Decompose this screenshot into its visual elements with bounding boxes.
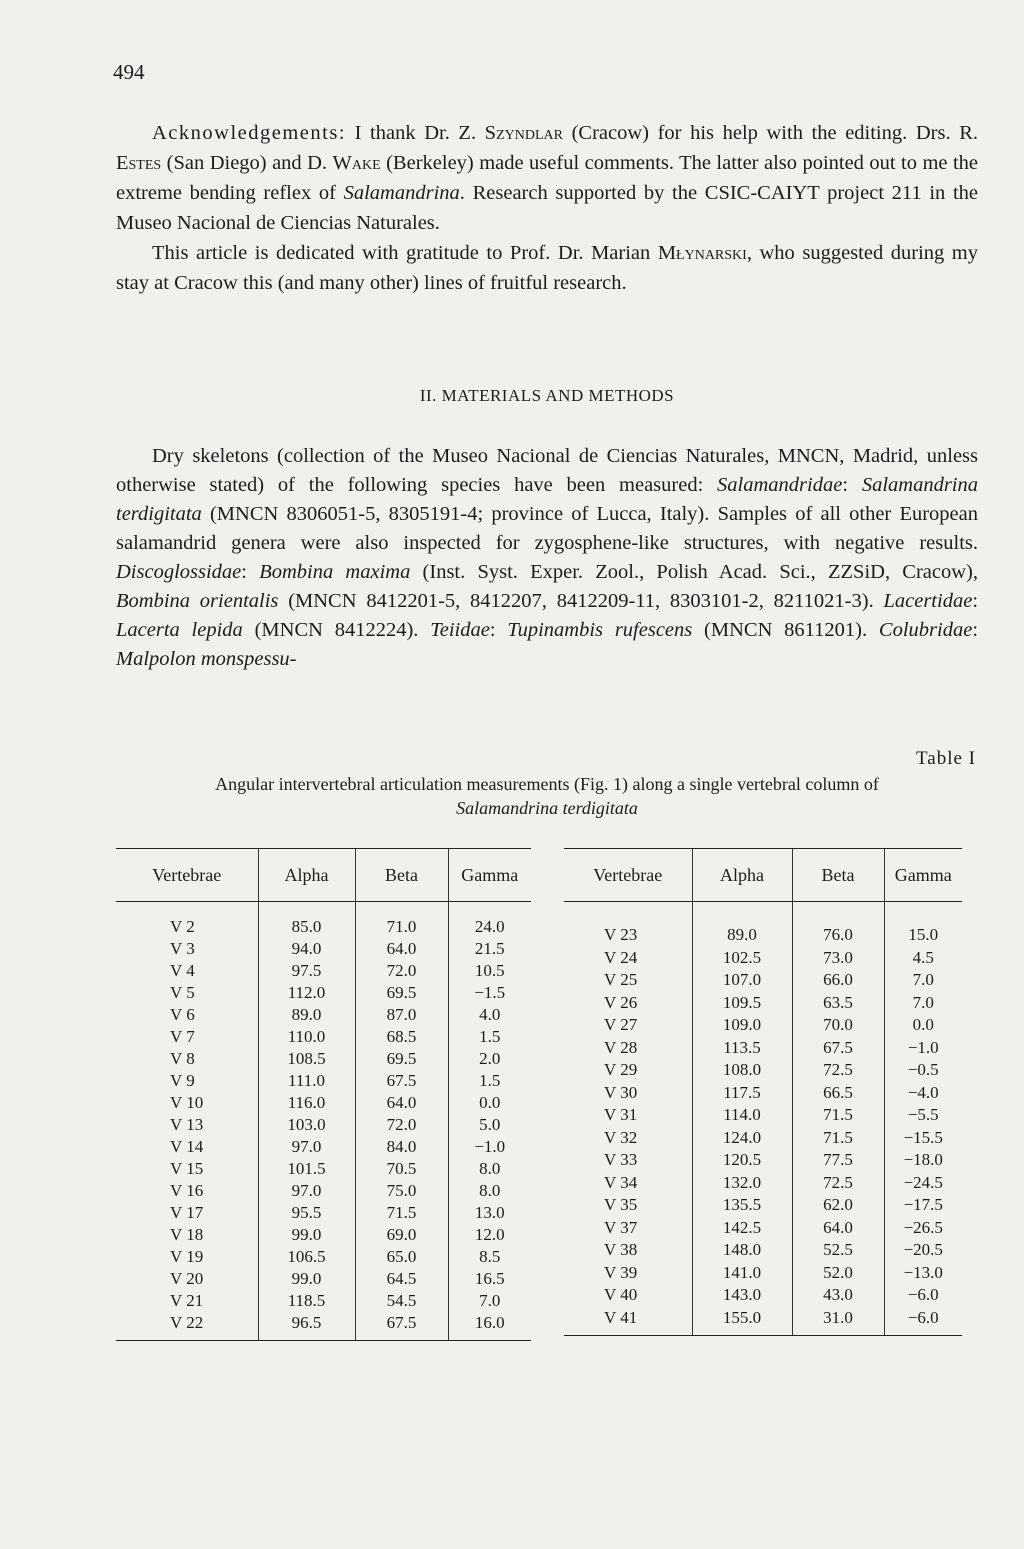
table-cell: 124.0 [692, 1127, 792, 1150]
table-cell: 97.0 [258, 1180, 355, 1202]
table-cell: 109.0 [692, 1014, 792, 1037]
table-cell: 73.0 [792, 947, 884, 970]
table-row [564, 947, 962, 970]
table-cell: 155.0 [692, 1307, 792, 1336]
table-cell: 106.5 [258, 1246, 355, 1268]
table-cell: V 10 [170, 1093, 204, 1112]
acknowledgements [116, 118, 978, 298]
table-cell: 109.5 [692, 992, 792, 1015]
table-cell: 63.5 [792, 992, 884, 1015]
table-cell: 52.5 [792, 1239, 884, 1262]
table-row [564, 1082, 962, 1105]
table-row [564, 1307, 962, 1336]
table-cell: 95.5 [258, 1202, 355, 1224]
table-cell: 118.5 [258, 1290, 355, 1312]
table-cell: −0.5 [884, 1059, 962, 1082]
table-cell: V 23 [604, 925, 638, 945]
table-cell: 141.0 [692, 1262, 792, 1285]
column-header: Alpha [258, 849, 355, 902]
table-cell: V 9 [170, 1071, 195, 1090]
table-cell: 24.0 [448, 902, 531, 939]
table-cell: −1.0 [448, 1136, 531, 1158]
table-cell: 97.0 [258, 1136, 355, 1158]
table-cell: 102.5 [692, 947, 792, 970]
table-cell: 8.0 [448, 1158, 531, 1180]
table-cell: 101.5 [258, 1158, 355, 1180]
table-cell: 64.0 [355, 938, 448, 960]
table-row [116, 1070, 531, 1092]
table-cell: 75.0 [355, 1180, 448, 1202]
table-cell: 94.0 [258, 938, 355, 960]
table-row [116, 1268, 531, 1290]
table-cell: −4.0 [884, 1082, 962, 1105]
table-cell: V 30 [604, 1082, 638, 1102]
table-cell: 31.0 [792, 1307, 884, 1336]
family-name: Lacertidae [883, 590, 973, 612]
table-cell: 97.5 [258, 960, 355, 982]
table-cell: 0.0 [448, 1092, 531, 1114]
table-caption-species: Salamandrina terdigitata [456, 798, 638, 818]
table-cell: 89.0 [258, 1004, 355, 1026]
table-cell: 70.5 [355, 1158, 448, 1180]
table-header-row [116, 849, 531, 902]
table-cell: 1.5 [448, 1026, 531, 1048]
dedication-paragraph: This article is dedicated with gratitude to Prof. Dr. Marian Młynarski, who suggested during my stay at Cracow this (and many other) lines of fruitful research. [116, 242, 978, 294]
table-cell: 64.0 [792, 1217, 884, 1240]
table-cell: V 21 [170, 1291, 204, 1310]
table-cell: 71.5 [792, 1104, 884, 1127]
table-row [116, 1136, 531, 1158]
table-cell: 13.0 [448, 1202, 531, 1224]
family-name: Teiidae [430, 619, 490, 641]
table-cell: −17.5 [884, 1194, 962, 1217]
table-cell: 70.0 [792, 1014, 884, 1037]
table-cell: V 19 [170, 1247, 204, 1266]
table-cell: V 35 [604, 1195, 638, 1215]
table-cell: 71.0 [355, 902, 448, 939]
table-cell: V 17 [170, 1203, 204, 1222]
table-row [116, 982, 531, 1004]
table-row [116, 1312, 531, 1341]
table-row [564, 1217, 962, 1240]
table-cell: V 39 [604, 1262, 638, 1282]
table-cell: 112.0 [258, 982, 355, 1004]
table-cell: 12.0 [448, 1224, 531, 1246]
table-left-body [116, 902, 531, 1341]
table-row [116, 1246, 531, 1268]
table-cell: 16.5 [448, 1268, 531, 1290]
table-cell: 71.5 [792, 1127, 884, 1150]
table-row [564, 1037, 962, 1060]
table-row [116, 1158, 531, 1180]
table-cell: 67.5 [355, 1070, 448, 1092]
species-name: Tupinambis rufescens [507, 619, 693, 641]
table-cell: 8.0 [448, 1180, 531, 1202]
family-name: Discoglossidae [116, 561, 242, 583]
table-cell: V 4 [170, 961, 195, 980]
table-cell: V 25 [604, 970, 638, 990]
table-cell: 76.0 [792, 902, 884, 947]
table-cell: 10.5 [448, 960, 531, 982]
table-cell: V 26 [604, 992, 638, 1012]
table-cell: V 16 [170, 1181, 204, 1200]
species-name: Bombina orientalis [116, 590, 279, 612]
column-header: Beta [355, 849, 448, 902]
table-caption-text: Angular intervertebral articulation measurements (Fig. 1) along a single vertebral column of [215, 774, 879, 794]
column-header: Gamma [448, 849, 531, 902]
table-cell: 71.5 [355, 1202, 448, 1224]
table-cell: 8.5 [448, 1246, 531, 1268]
table-cell: −24.5 [884, 1172, 962, 1195]
table-row [564, 1059, 962, 1082]
table-cell: −13.0 [884, 1262, 962, 1285]
column-header: Vertebrae [116, 849, 258, 902]
table-row [564, 1149, 962, 1172]
table-header-row [564, 849, 962, 902]
table-row [116, 1290, 531, 1312]
table-row [116, 1004, 531, 1026]
table-cell: 99.0 [258, 1268, 355, 1290]
table-cell: 72.5 [792, 1172, 884, 1195]
author-name: Estes [116, 152, 162, 174]
table-left-half [116, 848, 531, 1341]
table-row [564, 1239, 962, 1262]
table-row [564, 1104, 962, 1127]
table-cell: 21.5 [448, 938, 531, 960]
table-cell: 67.5 [355, 1312, 448, 1341]
table-cell: V 22 [116, 1312, 258, 1341]
table-cell: V 41 [564, 1307, 692, 1336]
table-cell: 120.5 [692, 1149, 792, 1172]
table-cell: 2.0 [448, 1048, 531, 1070]
table-cell: 116.0 [258, 1092, 355, 1114]
table-cell: V 14 [170, 1137, 204, 1156]
table-row [116, 1026, 531, 1048]
table-row [116, 1114, 531, 1136]
table-cell: 103.0 [258, 1114, 355, 1136]
methods-text [116, 442, 978, 674]
column-header: Gamma [884, 849, 962, 902]
table-row [564, 992, 962, 1015]
methods-paragraph: Dry skeletons (collection of the Museo Nacional de Ciencias Naturales, MNCN, Madrid, unless otherwise stated) of the following species have been measured: Salamandridae: Salamandrina terdigitata (MNCN 8306051-5, 8305191-4; province of Lucca, Italy). Samples of all other European salamandrid genera were also inspected for zygosphene-like structures, with negative results. Discoglossidae: Bombina maxima (Inst. Syst. Exper. Zool., Polish Acad. Sci., ZZSiD, Cracow), Bombina orientalis (MNCN 8412201-5, 8412207, 8412209-11, 8303101-2, 8211021-3). Lacertidae: Lacerta lepida (MNCN 8412224). Teiidae: Tupinambis rufescens (MNCN 8611201). Colubridae: Malpolon monspessu- [116, 445, 979, 670]
table-cell: 52.0 [792, 1262, 884, 1285]
family-name: Colubridae [878, 619, 973, 641]
species-name: Bombina maxima [259, 561, 411, 583]
table-cell: 43.0 [792, 1284, 884, 1307]
genus-name: Salamandrina [343, 182, 460, 204]
table-cell: −5.5 [884, 1104, 962, 1127]
table-cell: V 8 [170, 1049, 195, 1068]
table-cell: V 40 [604, 1285, 638, 1305]
table-cell: 108.0 [692, 1059, 792, 1082]
table-cell: V 32 [604, 1127, 638, 1147]
acknowledgements-paragraph: Acknowledgements: I thank Dr. Z. Szyndlar (Cracow) for his help with the editing. Drs. R. Estes (San Diego) and D. Wake (Berkeley) made useful comments. The latter also pointed out to me the extreme bending reflex of Salamandrina. Research supported by the CSIC-CAIYT project 211 in the Museo Nacional de Ciencias Naturales. [116, 122, 978, 234]
table-row [116, 1048, 531, 1070]
table-row [116, 1180, 531, 1202]
table-cell: 65.0 [355, 1246, 448, 1268]
table-cell: V 24 [604, 947, 638, 967]
column-header: Vertebrae [564, 849, 692, 902]
table-cell: 67.5 [792, 1037, 884, 1060]
table-cell: 107.0 [692, 969, 792, 992]
table-cell: 142.5 [692, 1217, 792, 1240]
table-cell: 16.0 [448, 1312, 531, 1341]
table-cell: V 31 [604, 1105, 638, 1125]
table-row [564, 1284, 962, 1307]
table-row [564, 1127, 962, 1150]
section-heading: II. MATERIALS AND METHODS [419, 386, 675, 405]
author-name: Szyndlar [484, 122, 563, 144]
table-cell: 54.5 [355, 1290, 448, 1312]
table-cell: 7.0 [884, 969, 962, 992]
table-cell: 62.0 [792, 1194, 884, 1217]
table-cell: V 20 [170, 1269, 204, 1288]
acknowledgements-label: Acknowledgements: [152, 122, 347, 144]
table-cell: −18.0 [884, 1149, 962, 1172]
table-cell: 69.5 [355, 1048, 448, 1070]
table-cell: V 13 [170, 1115, 204, 1134]
table-cell: −15.5 [884, 1127, 962, 1150]
author-name: Wake [332, 152, 381, 174]
table-cell: 72.5 [792, 1059, 884, 1082]
table-cell: V 37 [604, 1217, 638, 1237]
table-cell: 7.0 [448, 1290, 531, 1312]
table-cell: 148.0 [692, 1239, 792, 1262]
species-name: Lacerta lepida [116, 619, 243, 641]
table-cell: 68.5 [355, 1026, 448, 1048]
species-name: Salamandrina terdigitata [116, 474, 978, 525]
table-cell: −26.5 [884, 1217, 962, 1240]
table-cell: V 33 [604, 1150, 638, 1170]
table-row [564, 1014, 962, 1037]
table-cell: V 18 [170, 1225, 204, 1244]
table-cell: 66.5 [792, 1082, 884, 1105]
author-name: Młynarski [657, 242, 747, 264]
measurement-table [116, 848, 962, 1388]
table-row [564, 969, 962, 992]
table-cell: 4.0 [448, 1004, 531, 1026]
table-cell: −20.5 [884, 1239, 962, 1262]
table-row [116, 902, 531, 939]
table-cell: −6.0 [884, 1284, 962, 1307]
table-cell: 114.0 [692, 1104, 792, 1127]
table-cell: 69.5 [355, 982, 448, 1004]
table-cell: 64.5 [355, 1268, 448, 1290]
page-number: 494 [113, 60, 145, 84]
table-row [116, 1202, 531, 1224]
table-cell: 64.0 [355, 1092, 448, 1114]
table-cell: 132.0 [692, 1172, 792, 1195]
table-cell: V 34 [604, 1172, 638, 1192]
table-cell: 117.5 [692, 1082, 792, 1105]
table-cell: 113.5 [692, 1037, 792, 1060]
table-cell: V 15 [170, 1159, 204, 1178]
table-cell: 77.5 [792, 1149, 884, 1172]
table-right-body [564, 902, 962, 1336]
table-row [116, 1224, 531, 1246]
table-cell: 1.5 [448, 1070, 531, 1092]
column-header: Beta [792, 849, 884, 902]
table-cell: 135.5 [692, 1194, 792, 1217]
table-cell: V 2 [170, 917, 195, 936]
table-cell: 96.5 [258, 1312, 355, 1341]
species-name: Malpolon monspessu- [116, 648, 297, 670]
table-cell: 110.0 [258, 1026, 355, 1048]
table-cell: V 5 [170, 983, 195, 1002]
table-cell: 87.0 [355, 1004, 448, 1026]
table-cell: 108.5 [258, 1048, 355, 1070]
table-cell: 85.0 [258, 902, 355, 939]
table-row [564, 902, 962, 947]
table-row [564, 1172, 962, 1195]
table-cell: 69.0 [355, 1224, 448, 1246]
family-name: Salamandridae [717, 474, 843, 496]
table-cell: V 28 [604, 1037, 638, 1057]
table-row [116, 938, 531, 960]
table-cell: V 3 [170, 939, 195, 958]
table-cell: 66.0 [792, 969, 884, 992]
table-cell: V 29 [604, 1060, 638, 1080]
table-row [116, 1092, 531, 1114]
table-cell: −6.0 [884, 1307, 962, 1336]
table-cell: 72.0 [355, 960, 448, 982]
table-cell: −1.0 [884, 1037, 962, 1060]
table-row [564, 1194, 962, 1217]
table-cell: −1.5 [448, 982, 531, 1004]
table-row [116, 960, 531, 982]
table-cell: 111.0 [258, 1070, 355, 1092]
column-header: Alpha [692, 849, 792, 902]
table-cell: 84.0 [355, 1136, 448, 1158]
table-right-half [564, 848, 962, 1336]
table-cell: 5.0 [448, 1114, 531, 1136]
table-cell: 0.0 [884, 1014, 962, 1037]
table-cell: 7.0 [884, 992, 962, 1015]
table-cell: 99.0 [258, 1224, 355, 1246]
table-caption [116, 772, 978, 820]
table-cell: V 7 [170, 1027, 195, 1046]
table-cell: 143.0 [692, 1284, 792, 1307]
table-cell: 72.0 [355, 1114, 448, 1136]
table-label: Table I [915, 748, 976, 769]
table-row [564, 1262, 962, 1285]
table-cell: V 6 [170, 1005, 195, 1024]
table-cell: 4.5 [884, 947, 962, 970]
table-cell: 15.0 [884, 902, 962, 947]
table-cell: 89.0 [692, 902, 792, 947]
table-cell: V 27 [604, 1015, 638, 1035]
table-cell: V 38 [604, 1240, 638, 1260]
